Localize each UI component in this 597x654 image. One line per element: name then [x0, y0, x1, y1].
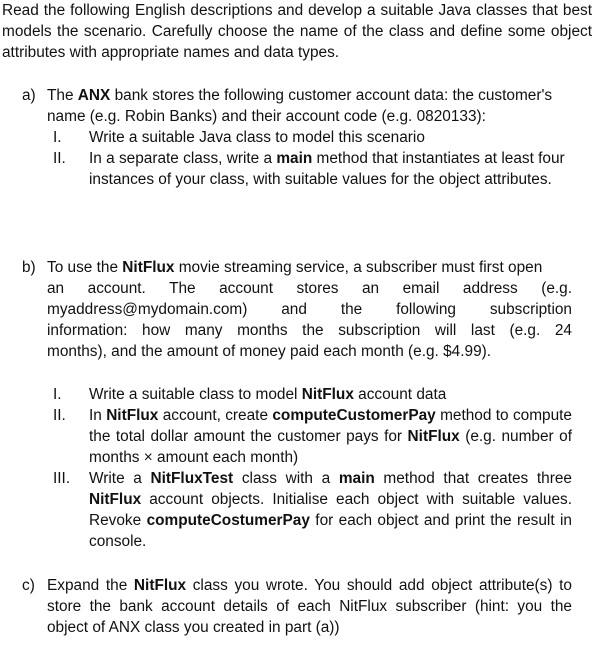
text-span: method that creates three: [374, 470, 572, 487]
item-text: Write a suitable Java class to model this scenario: [89, 129, 425, 146]
section-c-label: c): [22, 577, 35, 594]
text-span: movie streaming service, a subscriber must first open: [174, 259, 543, 276]
keyword: NitFlux: [301, 386, 354, 403]
item-text: [89, 148, 572, 190]
keyword: main: [338, 470, 375, 487]
text-span: account, create: [158, 407, 273, 424]
item-number: I.: [53, 386, 62, 403]
item-number: II.: [53, 407, 66, 424]
section-a-item-2: [47, 148, 572, 190]
section-a-item-1: [47, 127, 572, 148]
item-number: III.: [53, 470, 71, 487]
section-c-text: [47, 575, 572, 638]
keyword: main: [276, 150, 313, 167]
text-line: information: how many months the subscription will last (e.g. 24: [47, 322, 572, 339]
method-name: computeCustomerPay: [272, 407, 436, 424]
text-span: account objects. Initialise each object with suitable values. Revoke: [89, 491, 572, 529]
section-b-label: b): [22, 259, 36, 276]
intro-paragraph: Read the following English descriptions and develop a suitable Java classes that best models the scenario. Carefully choose the name of the class and define some object attributes with appropriate names and data types.: [2, 2, 592, 61]
text-span: class with a: [233, 470, 339, 487]
text-span: In a separate class, write a: [89, 150, 277, 167]
item-number: II.: [53, 150, 66, 167]
item-number: I.: [53, 129, 62, 146]
keyword: NitFlux: [133, 577, 187, 594]
section-b-text: [47, 257, 572, 362]
item-text: [89, 384, 572, 405]
item-text: [89, 468, 572, 552]
keyword: NitFlux: [89, 491, 142, 508]
text-span: class you wrote. You should add object attribute(s) to store the bank account details of each NitFlux subscriber (hint: you the object of ANX class you created in part (a)): [47, 577, 572, 636]
text-span: Write a suitable class to model: [89, 386, 302, 403]
class-name: NitFluxTest: [150, 470, 234, 487]
text-span: (e.g. number of months × amount each month): [89, 428, 572, 466]
text-line: months), and the amount of money paid each month (e.g. $4.99).: [47, 343, 492, 360]
section-a: [22, 85, 572, 190]
text-span: method that instantiates at least four instances of your class, with suitable values for the object attributes.: [89, 150, 565, 188]
text-span: The: [47, 87, 78, 104]
section-b: [22, 257, 572, 552]
section-a-label: a): [22, 87, 36, 104]
text-span: method to compute the total dollar amount the customer pays for: [89, 407, 572, 445]
section-b-item-3: [47, 468, 572, 552]
keyword: NitFlux: [407, 428, 460, 445]
text-span: Write a: [89, 470, 151, 487]
text-line: myaddress@mydomain.com) and the following subscription: [47, 301, 572, 318]
text-span: Expand the: [47, 577, 134, 594]
section-b-item-2: [47, 405, 572, 468]
item-text: [89, 405, 572, 468]
bank-name: ANX: [77, 87, 111, 104]
section-b-item-1: [47, 384, 572, 405]
text-span: In: [89, 407, 107, 424]
text-span: To use the: [47, 259, 123, 276]
service-name: NitFlux: [122, 259, 175, 276]
text-span: for each object and print the result in console.: [89, 512, 572, 550]
method-name: computeCostumerPay: [146, 512, 310, 529]
text-span: account data: [353, 386, 447, 403]
section-c: [22, 575, 572, 638]
section-a-text: [47, 85, 572, 127]
text-span: bank stores the following customer account data: the customer's name (e.g. Robin Banks) and their account code (e.g. 0820133):: [47, 87, 553, 125]
text-line: an account. The account stores an email address (e.g.: [47, 280, 572, 297]
keyword: NitFlux: [106, 407, 159, 424]
